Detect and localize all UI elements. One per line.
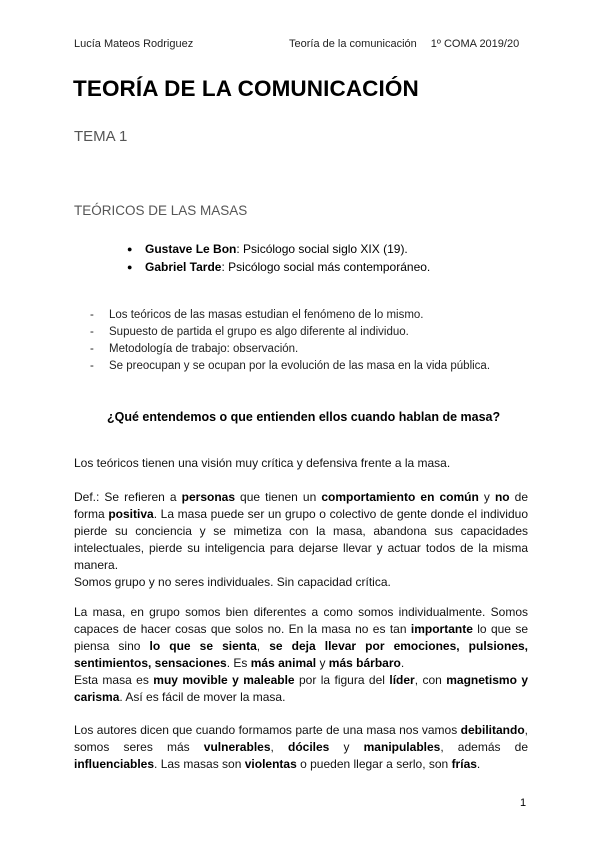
text-run: y (478, 490, 495, 504)
page-title: TEORÍA DE LA COMUNICACIÓN (73, 76, 419, 101)
theorist-desc: : Psicólogo social siglo XIX (19). (236, 242, 408, 256)
question-heading: ¿Qué entendemos o que entienden ellos cuando hablan de masa? (107, 410, 501, 424)
text-run: , con (414, 673, 447, 687)
text-run: Def.: Se refieren a (74, 490, 182, 504)
bold-run: violentas (244, 757, 297, 771)
bold-run: positiva (108, 507, 154, 521)
bold-run: líder (389, 673, 415, 687)
section-heading: TEÓRICOS DE LAS MASAS (74, 203, 248, 218)
text-run: por la figura del (294, 673, 390, 687)
text-run: , somos seres más (74, 723, 528, 754)
header-author: Lucía Mateos Rodriguez (74, 38, 194, 50)
theorist-name: Gustave Le Bon (145, 242, 237, 256)
text-run: . (476, 757, 481, 771)
bold-run: debilitando (460, 723, 525, 737)
paragraph-definition (74, 489, 528, 591)
list-item: - Metodología de trabajo: observación. (90, 341, 490, 358)
theorists-list (127, 240, 430, 276)
text-run: Los autores dicen que cuando formamos parte de una masa nos vamos (74, 723, 461, 737)
bold-run: muy movible y maleable (153, 673, 295, 687)
paragraph-intro: Los teóricos tienen una visión muy crítica y defensiva frente a la masa. (74, 456, 451, 470)
text-run: , (270, 740, 288, 754)
text-run: . Es (226, 656, 251, 670)
paragraph-authors (74, 722, 528, 773)
text-run: La masa, en grupo somos bien diferentes a como somos individualmente. Somos capaces de hacer cosas que solos no. En la masa no es tan (74, 605, 528, 636)
text-run: . Así es fácil de mover la masa. (119, 690, 286, 704)
text-run: Esta masa es (74, 673, 154, 687)
bold-run: lo que se sienta (149, 639, 257, 653)
header-subject: Teoría de la comunicación (289, 38, 417, 50)
theorist-name: Gabriel Tarde (145, 260, 222, 274)
list-item (127, 240, 430, 258)
bold-run: comportamiento en común (321, 490, 479, 504)
bold-run: más bárbaro (328, 656, 401, 670)
tema-heading: TEMA 1 (74, 128, 128, 145)
bold-run: personas (181, 490, 235, 504)
bold-run: más animal (250, 656, 317, 670)
bold-run: no (494, 490, 510, 504)
list-item (127, 258, 430, 276)
text-run: o pueden llegar a serlo, son (296, 757, 452, 771)
bold-run: influenciables (74, 757, 155, 771)
theorist-desc: : Psicólogo social más contemporáneo. (221, 260, 431, 274)
bold-run: dóciles (287, 740, 330, 754)
text-run: . Las masas son (154, 757, 245, 771)
header-right (289, 38, 519, 50)
bold-run: magnetismo y carisma (74, 673, 528, 704)
bold-run: importante (410, 622, 473, 636)
text-run: , además de (440, 740, 528, 754)
bold-run: se deja llevar por emociones, pulsiones, sentimientos, sensaciones (74, 639, 529, 670)
text-run: , (256, 639, 270, 653)
bold-run: vulnerables (203, 740, 271, 754)
text-run: que tienen un (235, 490, 322, 504)
text-run: de forma (74, 490, 529, 521)
bold-run: manipulables (363, 740, 441, 754)
text-run: lo que se piensa sino (74, 622, 529, 653)
text-run: y (329, 740, 364, 754)
paragraph-mass (74, 604, 528, 706)
text-run: Somos grupo y no seres individuales. Sin capacidad crítica. (74, 575, 391, 589)
text-run: . (400, 656, 405, 670)
text-run: . La masa puede ser un grupo o colectivo de gente donde el individuo pierde su conciencia y se mimetiza con la masa, abandona sus capacidades intelectuales, pierde su inteligencia para dejarse llevar y actuar todos de la misma manera. (74, 507, 528, 572)
bold-run: frías (451, 757, 477, 771)
list-item: - Los teóricos de las masas estudian el fenómeno de lo mismo. (90, 307, 490, 324)
page-number: 1 (520, 797, 527, 809)
list-item: - Se preocupan y se ocupan por la evolución de las masa en la vida pública. (90, 358, 490, 375)
text-run: y (316, 656, 329, 670)
header-course: 1º COMA 2019/20 (430, 38, 520, 50)
points-list (90, 307, 490, 375)
list-item: - Supuesto de partida el grupo es algo diferente al individuo. (90, 324, 490, 341)
